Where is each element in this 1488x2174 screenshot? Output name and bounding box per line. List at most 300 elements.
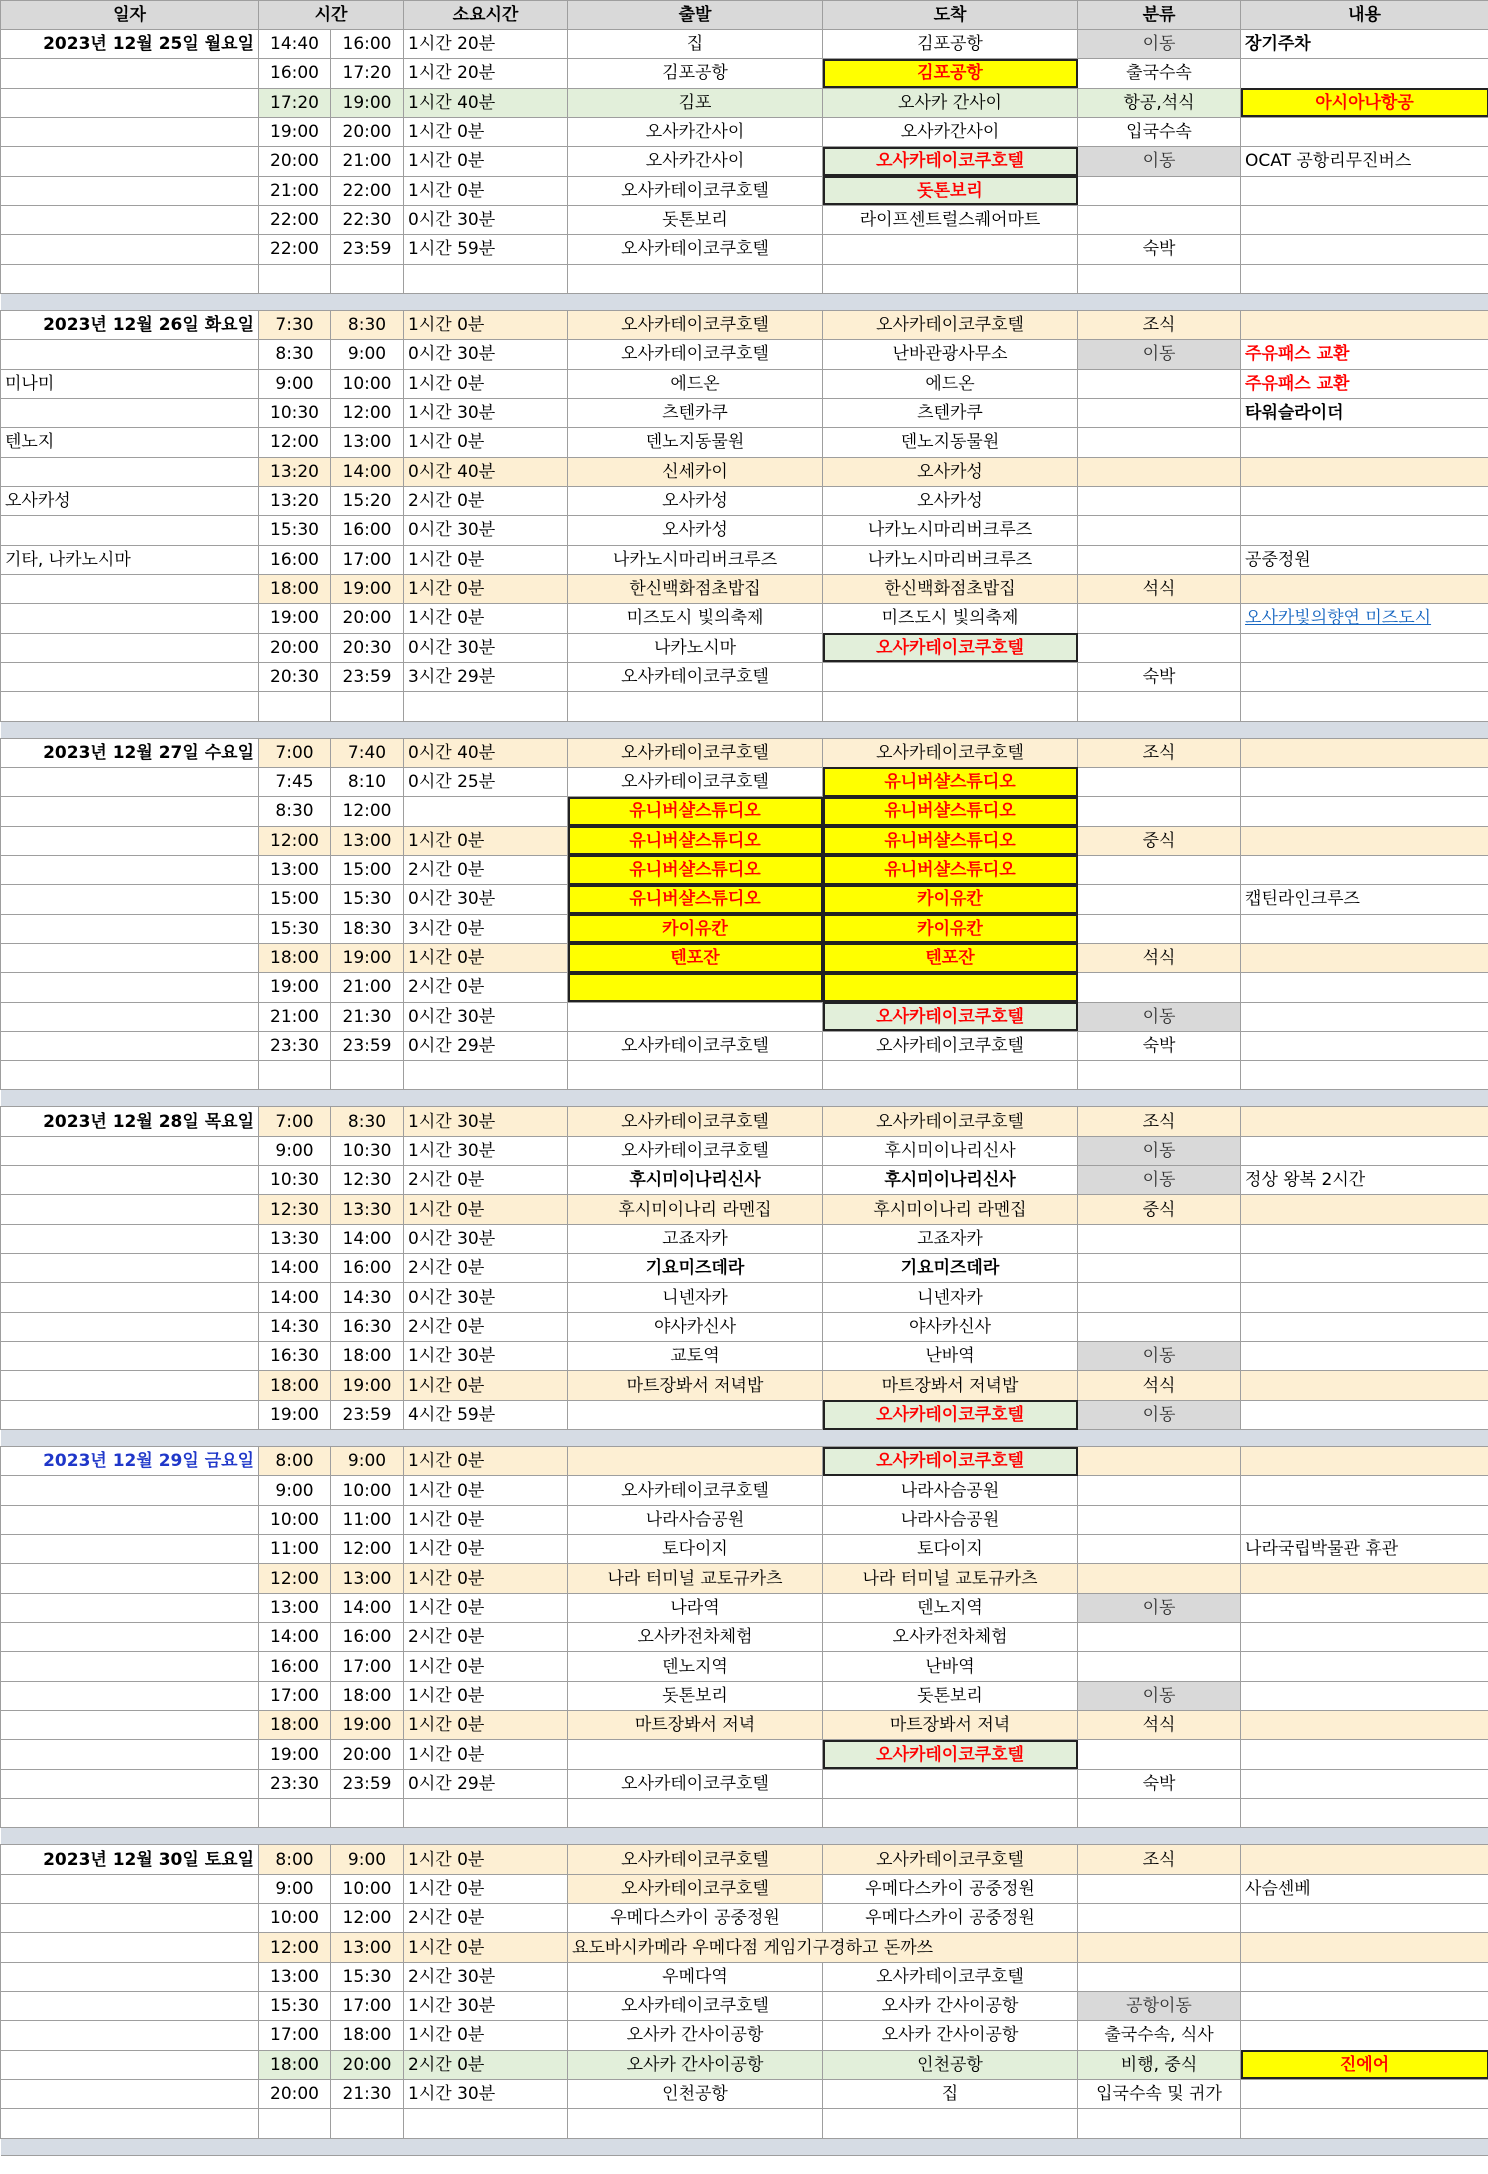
arrival[interactable]: 오사카테이코쿠호텔 (823, 738, 1078, 767)
notes[interactable]: 주유패스 교환 (1241, 340, 1488, 369)
arrival[interactable]: 나카노시마리버크루즈 (823, 545, 1078, 574)
duration[interactable]: 1시간 0분 (404, 1711, 568, 1740)
duration[interactable]: 2시간 0분 (404, 1166, 568, 1195)
notes[interactable] (1241, 973, 1488, 1002)
arrival[interactable]: 오사카테이코쿠호텔 (823, 1002, 1078, 1031)
arrival[interactable]: 집 (823, 2079, 1078, 2108)
day-area-label[interactable] (1, 604, 259, 633)
end-time[interactable]: 21:30 (331, 1002, 404, 1031)
departure[interactable]: 오사카테이코쿠호텔 (568, 1992, 823, 2021)
start-time[interactable]: 9:00 (259, 1476, 331, 1505)
day-area-label[interactable]: 오사카성 (1, 486, 259, 515)
category[interactable]: 조식 (1078, 738, 1241, 767)
category[interactable] (1078, 973, 1241, 1002)
category[interactable] (1078, 1476, 1241, 1505)
arrival[interactable]: 오사카테이코쿠호텔 (823, 1107, 1078, 1136)
departure[interactable]: 후시미이나리신사 (568, 1166, 823, 1195)
category[interactable] (1078, 369, 1241, 398)
start-time[interactable]: 18:00 (259, 1711, 331, 1740)
category[interactable] (1078, 1447, 1241, 1476)
duration[interactable]: 1시간 30분 (404, 1107, 568, 1136)
arrival[interactable]: 돗톤보리 (823, 176, 1078, 205)
start-time[interactable]: 10:30 (259, 1166, 331, 1195)
duration[interactable]: 2시간 0분 (404, 973, 568, 1002)
day-area-label[interactable] (1, 1031, 259, 1060)
start-time[interactable]: 18:00 (259, 574, 331, 603)
notes[interactable] (1241, 2109, 1488, 2138)
day-area-label[interactable]: 텐노지 (1, 428, 259, 457)
duration[interactable]: 0시간 40분 (404, 457, 568, 486)
category[interactable]: 이동 (1078, 1342, 1241, 1371)
notes[interactable] (1241, 1061, 1488, 1090)
day-area-label[interactable] (1, 2021, 259, 2050)
arrival[interactable]: 유니버샬스튜디오 (823, 826, 1078, 855)
start-time[interactable]: 8:30 (259, 340, 331, 369)
duration[interactable]: 1시간 0분 (404, 943, 568, 972)
end-time[interactable]: 14:00 (331, 457, 404, 486)
category[interactable]: 조식 (1078, 1845, 1241, 1874)
departure[interactable] (568, 264, 823, 293)
notes[interactable] (1241, 516, 1488, 545)
category[interactable] (1078, 176, 1241, 205)
start-time[interactable]: 14:00 (259, 1283, 331, 1312)
category[interactable]: 중식 (1078, 826, 1241, 855)
category[interactable] (1078, 692, 1241, 721)
day-area-label[interactable] (1, 1933, 259, 1962)
day-date[interactable]: 2023년 12월 29일 금요일 (1, 1447, 259, 1476)
departure[interactable]: 오사카테이코쿠호텔 (568, 1874, 823, 1903)
notes[interactable] (1241, 457, 1488, 486)
category[interactable] (1078, 604, 1241, 633)
departure[interactable]: 유니버샬스튜디오 (568, 826, 823, 855)
arrival[interactable]: 후시미이나리신사 (823, 1136, 1078, 1165)
day-area-label[interactable] (1, 1400, 259, 1429)
category[interactable] (1078, 1505, 1241, 1534)
category[interactable]: 항공,석식 (1078, 88, 1241, 117)
notes[interactable] (1241, 1799, 1488, 1828)
departure[interactable]: 요도바시카메라 우메다점 게임기구경하고 돈까쓰 (568, 1933, 1078, 1962)
start-time[interactable]: 13:30 (259, 1224, 331, 1253)
departure[interactable]: 우메다역 (568, 1962, 823, 1991)
end-time[interactable]: 9:00 (331, 1447, 404, 1476)
arrival[interactable]: 오사카 간사이공항 (823, 2021, 1078, 2050)
notes[interactable] (1241, 1002, 1488, 1031)
end-time[interactable]: 15:20 (331, 486, 404, 515)
duration[interactable]: 2시간 0분 (404, 1254, 568, 1283)
arrival[interactable]: 김포공항 (823, 30, 1078, 59)
category[interactable] (1078, 428, 1241, 457)
departure[interactable] (568, 1740, 823, 1769)
day-area-label[interactable] (1, 1769, 259, 1798)
notes[interactable]: 아시아나항공 (1241, 88, 1488, 117)
arrival[interactable]: 오사카테이코쿠호텔 (823, 633, 1078, 662)
departure[interactable]: 오사카테이코쿠호텔 (568, 662, 823, 691)
duration[interactable]: 1시간 20분 (404, 30, 568, 59)
day-area-label[interactable] (1, 767, 259, 796)
arrival[interactable]: 돗톤보리 (823, 1681, 1078, 1710)
start-time[interactable]: 18:00 (259, 2050, 331, 2079)
notes[interactable] (1241, 1681, 1488, 1710)
start-time[interactable] (259, 1799, 331, 1828)
start-time[interactable]: 13:00 (259, 855, 331, 884)
duration[interactable]: 1시간 30분 (404, 1342, 568, 1371)
notes[interactable] (1241, 1845, 1488, 1874)
departure[interactable]: 니넨자카 (568, 1283, 823, 1312)
day-area-label[interactable] (1, 176, 259, 205)
end-time[interactable]: 19:00 (331, 88, 404, 117)
notes[interactable] (1241, 264, 1488, 293)
day-area-label[interactable] (1, 662, 259, 691)
duration[interactable]: 3시간 0분 (404, 914, 568, 943)
category[interactable]: 중식 (1078, 1195, 1241, 1224)
notes[interactable] (1241, 826, 1488, 855)
notes[interactable]: 주유패스 교환 (1241, 369, 1488, 398)
day-area-label[interactable] (1, 1371, 259, 1400)
duration[interactable] (404, 1799, 568, 1828)
start-time[interactable]: 12:00 (259, 826, 331, 855)
arrival[interactable]: 오사카테이코쿠호텔 (823, 1031, 1078, 1060)
start-time[interactable] (259, 1061, 331, 1090)
arrival[interactable]: 나카노시마리버크루즈 (823, 516, 1078, 545)
start-time[interactable]: 16:00 (259, 545, 331, 574)
day-area-label[interactable] (1, 398, 259, 427)
category[interactable] (1078, 2109, 1241, 2138)
category[interactable]: 출국수속 (1078, 59, 1241, 88)
start-time[interactable]: 8:00 (259, 1447, 331, 1476)
day-area-label[interactable] (1, 633, 259, 662)
departure[interactable] (568, 1061, 823, 1090)
departure[interactable]: 나라사슴공원 (568, 1505, 823, 1534)
departure[interactable]: 덴노지역 (568, 1652, 823, 1681)
arrival[interactable] (823, 2109, 1078, 2138)
start-time[interactable]: 17:00 (259, 2021, 331, 2050)
departure[interactable]: 미즈도시 빛의축제 (568, 604, 823, 633)
duration[interactable]: 2시간 0분 (404, 855, 568, 884)
end-time[interactable]: 7:40 (331, 738, 404, 767)
duration[interactable] (404, 2109, 568, 2138)
end-time[interactable]: 23:59 (331, 1400, 404, 1429)
day-date[interactable]: 2023년 12월 27일 수요일 (1, 738, 259, 767)
notes[interactable]: 나라국립박물관 휴관 (1241, 1535, 1488, 1564)
arrival[interactable]: 나라사슴공원 (823, 1476, 1078, 1505)
start-time[interactable]: 14:40 (259, 30, 331, 59)
category[interactable]: 석식 (1078, 1371, 1241, 1400)
start-time[interactable]: 15:30 (259, 516, 331, 545)
departure[interactable] (568, 1447, 823, 1476)
duration[interactable]: 1시간 0분 (404, 1447, 568, 1476)
start-time[interactable]: 12:00 (259, 1933, 331, 1962)
arrival[interactable]: 오사카성 (823, 457, 1078, 486)
day-area-label[interactable] (1, 59, 259, 88)
end-time[interactable]: 16:00 (331, 516, 404, 545)
arrival[interactable]: 난바역 (823, 1342, 1078, 1371)
day-area-label[interactable] (1, 340, 259, 369)
duration[interactable]: 2시간 0분 (404, 1623, 568, 1652)
category[interactable] (1078, 545, 1241, 574)
day-area-label[interactable] (1, 914, 259, 943)
category[interactable] (1078, 1564, 1241, 1593)
start-time[interactable]: 23:30 (259, 1031, 331, 1060)
category[interactable] (1078, 1904, 1241, 1933)
duration[interactable]: 0시간 30분 (404, 1224, 568, 1253)
category[interactable] (1078, 1740, 1241, 1769)
duration[interactable]: 1시간 30분 (404, 398, 568, 427)
end-time[interactable]: 15:30 (331, 1962, 404, 1991)
day-area-label[interactable] (1, 1623, 259, 1652)
end-time[interactable]: 18:00 (331, 2021, 404, 2050)
departure[interactable]: 카이유칸 (568, 914, 823, 943)
day-area-label[interactable] (1, 457, 259, 486)
notes[interactable] (1241, 1447, 1488, 1476)
day-area-label[interactable] (1, 88, 259, 117)
arrival[interactable]: 카이유칸 (823, 914, 1078, 943)
duration[interactable]: 0시간 30분 (404, 516, 568, 545)
notes[interactable] (1241, 1992, 1488, 2021)
end-time[interactable]: 19:00 (331, 574, 404, 603)
start-time[interactable]: 11:00 (259, 1535, 331, 1564)
departure[interactable]: 에드온 (568, 369, 823, 398)
notes[interactable]: 장기주차 (1241, 30, 1488, 59)
duration[interactable]: 1시간 0분 (404, 1652, 568, 1681)
departure[interactable]: 덴노지동물원 (568, 428, 823, 457)
day-area-label[interactable] (1, 1002, 259, 1031)
arrival[interactable]: 덴노지역 (823, 1593, 1078, 1622)
arrival[interactable]: 후시미이나리 라멘집 (823, 1195, 1078, 1224)
duration[interactable]: 1시간 20분 (404, 59, 568, 88)
departure[interactable]: 오사카테이코쿠호텔 (568, 1476, 823, 1505)
arrival[interactable]: 텐포잔 (823, 943, 1078, 972)
day-area-label[interactable] (1, 1166, 259, 1195)
end-time[interactable]: 23:59 (331, 662, 404, 691)
departure[interactable]: 고죠자카 (568, 1224, 823, 1253)
duration[interactable]: 1시간 0분 (404, 826, 568, 855)
arrival[interactable]: 한신백화점초밥집 (823, 574, 1078, 603)
departure[interactable]: 오사카테이코쿠호텔 (568, 176, 823, 205)
notes[interactable] (1241, 943, 1488, 972)
category[interactable]: 입국수속 및 귀가 (1078, 2079, 1241, 2108)
start-time[interactable]: 19:00 (259, 973, 331, 1002)
arrival[interactable]: 오사카테이코쿠호텔 (823, 310, 1078, 339)
day-date[interactable]: 2023년 12월 30일 토요일 (1, 1845, 259, 1874)
end-time[interactable]: 9:00 (331, 1845, 404, 1874)
duration[interactable]: 0시간 30분 (404, 1283, 568, 1312)
arrival[interactable]: 라이프센트럴스퀘어마트 (823, 205, 1078, 234)
arrival[interactable] (823, 1769, 1078, 1798)
category[interactable]: 이동 (1078, 1002, 1241, 1031)
duration[interactable]: 1시간 0분 (404, 1874, 568, 1903)
departure[interactable]: 오사카성 (568, 486, 823, 515)
day-date[interactable]: 2023년 12월 25일 월요일 (1, 30, 259, 59)
end-time[interactable]: 20:00 (331, 604, 404, 633)
arrival[interactable]: 나라 터미널 교토규카츠 (823, 1564, 1078, 1593)
arrival[interactable]: 오사카테이코쿠호텔 (823, 1447, 1078, 1476)
start-time[interactable]: 12:00 (259, 428, 331, 457)
day-area-label[interactable] (1, 2109, 259, 2138)
start-time[interactable]: 14:30 (259, 1312, 331, 1341)
day-area-label[interactable] (1, 117, 259, 146)
day-area-label[interactable] (1, 1505, 259, 1534)
start-time[interactable]: 19:00 (259, 604, 331, 633)
notes[interactable]: 사슴센베 (1241, 1874, 1488, 1903)
notes[interactable]: 캡틴라인크루즈 (1241, 885, 1488, 914)
departure[interactable]: 오사카테이코쿠호텔 (568, 1845, 823, 1874)
day-area-label[interactable] (1, 692, 259, 721)
duration[interactable]: 1시간 30분 (404, 1136, 568, 1165)
duration[interactable]: 1시간 0분 (404, 1535, 568, 1564)
departure[interactable]: 김포공항 (568, 59, 823, 88)
notes[interactable]: 정상 왕복 2시간 (1241, 1166, 1488, 1195)
end-time[interactable]: 19:00 (331, 1711, 404, 1740)
category[interactable] (1078, 398, 1241, 427)
duration[interactable]: 1시간 0분 (404, 545, 568, 574)
duration[interactable] (404, 797, 568, 826)
notes[interactable] (1241, 428, 1488, 457)
start-time[interactable]: 10:30 (259, 398, 331, 427)
start-time[interactable]: 21:00 (259, 1002, 331, 1031)
category[interactable]: 석식 (1078, 1711, 1241, 1740)
duration[interactable]: 3시간 29분 (404, 662, 568, 691)
end-time[interactable]: 23:59 (331, 1031, 404, 1060)
category[interactable]: 이동 (1078, 1136, 1241, 1165)
end-time[interactable]: 20:00 (331, 117, 404, 146)
end-time[interactable]: 21:00 (331, 147, 404, 176)
end-time[interactable] (331, 2109, 404, 2138)
start-time[interactable]: 18:00 (259, 1371, 331, 1400)
start-time[interactable]: 7:45 (259, 767, 331, 796)
arrival[interactable]: 유니버샬스튜디오 (823, 797, 1078, 826)
departure[interactable]: 오사카성 (568, 516, 823, 545)
end-time[interactable]: 14:00 (331, 1593, 404, 1622)
arrival[interactable]: 오사카간사이 (823, 117, 1078, 146)
category[interactable] (1078, 457, 1241, 486)
notes[interactable] (1241, 767, 1488, 796)
category[interactable] (1078, 205, 1241, 234)
departure[interactable]: 오사카테이코쿠호텔 (568, 310, 823, 339)
day-area-label[interactable] (1, 205, 259, 234)
category[interactable] (1078, 1224, 1241, 1253)
departure[interactable]: 토다이지 (568, 1535, 823, 1564)
day-area-label[interactable] (1, 1476, 259, 1505)
end-time[interactable]: 14:30 (331, 1283, 404, 1312)
arrival[interactable]: 야사카신사 (823, 1312, 1078, 1341)
departure[interactable]: 야사카신사 (568, 1312, 823, 1341)
arrival[interactable] (823, 264, 1078, 293)
end-time[interactable]: 11:00 (331, 1505, 404, 1534)
duration[interactable]: 1시간 0분 (404, 1681, 568, 1710)
end-time[interactable]: 10:30 (331, 1136, 404, 1165)
category[interactable] (1078, 914, 1241, 943)
arrival[interactable]: 기요미즈데라 (823, 1254, 1078, 1283)
duration[interactable]: 2시간 0분 (404, 1312, 568, 1341)
duration[interactable]: 1시간 0분 (404, 147, 568, 176)
notes[interactable] (1241, 1031, 1488, 1060)
notes[interactable] (1241, 310, 1488, 339)
notes[interactable]: OCAT 공항리무진버스 (1241, 147, 1488, 176)
end-time[interactable]: 17:00 (331, 1652, 404, 1681)
start-time[interactable]: 9:00 (259, 1874, 331, 1903)
duration[interactable]: 2시간 30분 (404, 1962, 568, 1991)
day-area-label[interactable] (1, 264, 259, 293)
category[interactable] (1078, 264, 1241, 293)
category[interactable] (1078, 1962, 1241, 1991)
category[interactable]: 공항이동 (1078, 1992, 1241, 2021)
end-time[interactable]: 12:00 (331, 398, 404, 427)
duration[interactable]: 1시간 30분 (404, 2079, 568, 2108)
notes[interactable] (1241, 633, 1488, 662)
day-area-label[interactable] (1, 1593, 259, 1622)
start-time[interactable]: 16:00 (259, 1652, 331, 1681)
departure[interactable]: 오사카간사이 (568, 147, 823, 176)
category[interactable] (1078, 1312, 1241, 1341)
notes[interactable] (1241, 1371, 1488, 1400)
departure[interactable]: 텐포잔 (568, 943, 823, 972)
start-time[interactable] (259, 692, 331, 721)
notes[interactable] (1241, 1933, 1488, 1962)
departure[interactable]: 오사카테이코쿠호텔 (568, 340, 823, 369)
category[interactable]: 석식 (1078, 574, 1241, 603)
notes[interactable] (1241, 1107, 1488, 1136)
category[interactable] (1078, 767, 1241, 796)
start-time[interactable]: 18:00 (259, 943, 331, 972)
start-time[interactable]: 13:20 (259, 457, 331, 486)
arrival[interactable] (823, 973, 1078, 1002)
day-area-label[interactable] (1, 1136, 259, 1165)
duration[interactable]: 0시간 30분 (404, 1002, 568, 1031)
end-time[interactable] (331, 692, 404, 721)
start-time[interactable]: 15:00 (259, 885, 331, 914)
day-area-label[interactable] (1, 826, 259, 855)
category[interactable]: 이동 (1078, 30, 1241, 59)
arrival[interactable] (823, 692, 1078, 721)
end-time[interactable]: 16:30 (331, 1312, 404, 1341)
end-time[interactable]: 16:00 (331, 1623, 404, 1652)
notes[interactable] (1241, 1769, 1488, 1798)
day-area-label[interactable] (1, 1681, 259, 1710)
notes[interactable] (1241, 1505, 1488, 1534)
arrival[interactable]: 오사카성 (823, 486, 1078, 515)
notes[interactable]: 타워슬라이더 (1241, 398, 1488, 427)
departure[interactable]: 오사카테이코쿠호텔 (568, 235, 823, 264)
category[interactable]: 입국수속 (1078, 117, 1241, 146)
start-time[interactable]: 23:30 (259, 1769, 331, 1798)
category[interactable]: 이동 (1078, 1593, 1241, 1622)
departure[interactable]: 마트장봐서 저녁 (568, 1711, 823, 1740)
duration[interactable]: 0시간 30분 (404, 340, 568, 369)
day-area-label[interactable] (1, 516, 259, 545)
day-area-label[interactable] (1, 1342, 259, 1371)
day-date[interactable]: 2023년 12월 26일 화요일 (1, 310, 259, 339)
duration[interactable]: 0시간 30분 (404, 885, 568, 914)
end-time[interactable]: 15:30 (331, 885, 404, 914)
departure[interactable] (568, 1400, 823, 1429)
departure[interactable]: 우메다스카이 공중정원 (568, 1904, 823, 1933)
notes[interactable] (1241, 1254, 1488, 1283)
end-time[interactable]: 8:30 (331, 310, 404, 339)
start-time[interactable]: 17:00 (259, 1681, 331, 1710)
category[interactable] (1078, 1283, 1241, 1312)
arrival[interactable] (823, 662, 1078, 691)
start-time[interactable]: 19:00 (259, 117, 331, 146)
arrival[interactable] (823, 1799, 1078, 1828)
end-time[interactable]: 16:00 (331, 30, 404, 59)
departure[interactable] (568, 1002, 823, 1031)
start-time[interactable]: 8:00 (259, 1845, 331, 1874)
notes[interactable] (1241, 1962, 1488, 1991)
notes[interactable] (1241, 1740, 1488, 1769)
departure[interactable]: 인천공항 (568, 2079, 823, 2108)
departure[interactable]: 마트장봐서 저녁밥 (568, 1371, 823, 1400)
category[interactable] (1078, 885, 1241, 914)
